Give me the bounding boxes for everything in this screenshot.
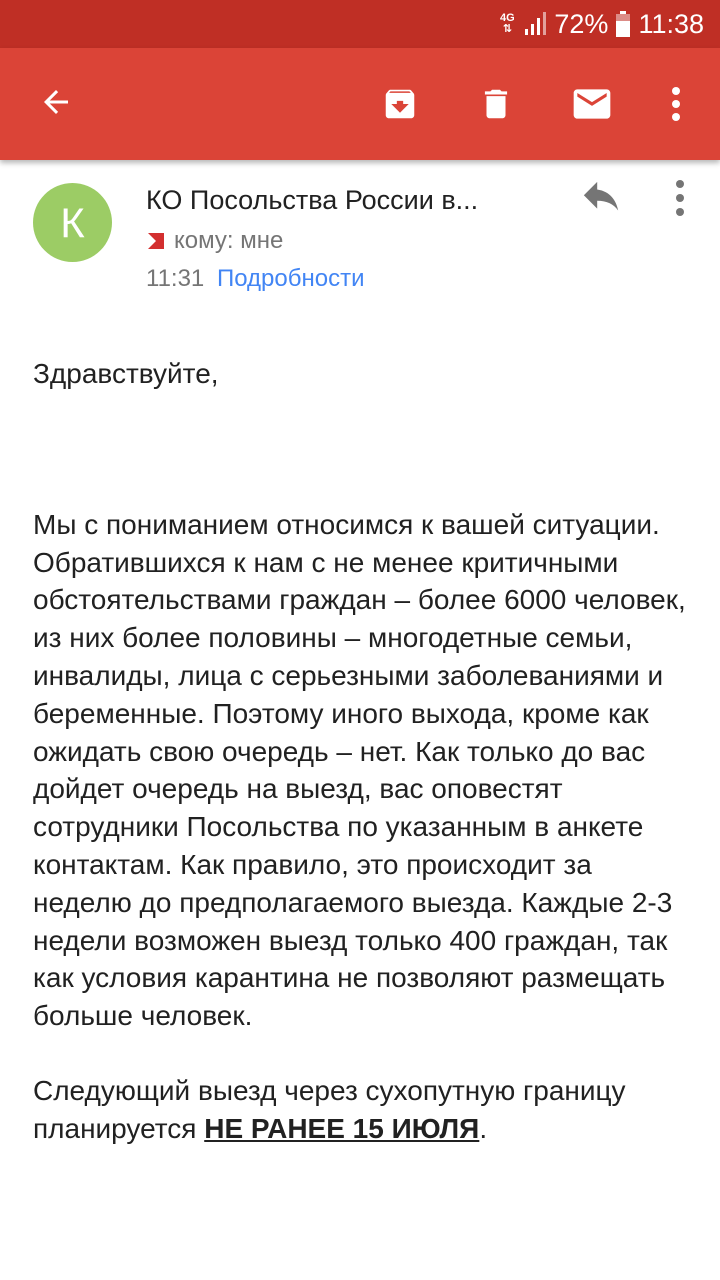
delete-icon: [477, 85, 515, 123]
details-link[interactable]: Подробности: [216, 265, 365, 292]
archive-button[interactable]: [374, 78, 426, 130]
time-line: [146, 265, 364, 293]
body-paragraph-final: [33, 1072, 693, 1148]
network-type: 4G ⇅: [500, 12, 515, 35]
status-bar: [0, 0, 720, 48]
mail-icon: [570, 82, 614, 126]
status-bar-indicators: [498, 0, 704, 48]
emphasized-date: НЕ РАНЕЕ 15 ИЮЛЯ: [204, 1112, 480, 1144]
app-bar: [0, 48, 720, 160]
email-body: [33, 355, 693, 1148]
signal-icon: [524, 12, 546, 36]
back-arrow-icon: [38, 84, 74, 120]
greeting: Здравствуйте,: [33, 358, 219, 389]
body-paragraph: Мы с пониманием относимся к вашей ситуации. Обратившихся к нам с не менее критичными обстоятельствами граждан – более 6000 человек, из них более половины – многодетные семьи, инвалиды, лица с серьезными заболеваниями и беременные. Поэтому иного выхода, кроме как ожидать свою очередь – нет. Как только до вас дойдет очередь на выезд, вас оповестят сотрудники Посольства по указанным в анкете контактам. Как правило, это происходит за неделю до предполагаемого выезда. Каждые 2-3 недели возможен выезд только 400 граждан, так как условия карантина не позволяют размещать больше человек.: [33, 508, 686, 1032]
back-button[interactable]: [30, 76, 82, 128]
more-vert-icon: [670, 86, 682, 122]
archive-icon: [381, 85, 419, 123]
status-time: 11:38: [638, 8, 704, 39]
sender-avatar[interactable]: К: [33, 183, 112, 262]
reply-button[interactable]: [578, 180, 624, 220]
recipient-line[interactable]: [146, 227, 283, 255]
recipient-label: кому: мне: [174, 227, 284, 254]
battery-percent: 72%: [554, 8, 609, 39]
reply-icon: [578, 180, 624, 220]
sender-name: КО Посольства России в...: [146, 185, 479, 215]
more-vert-icon: [666, 178, 694, 220]
overflow-menu-button[interactable]: [656, 78, 696, 130]
message-time: 11:31: [146, 265, 205, 292]
battery-icon: [616, 11, 630, 37]
mark-unread-button[interactable]: [566, 78, 618, 130]
message-more-button[interactable]: [666, 178, 694, 220]
paragraph-end: .: [479, 1112, 488, 1144]
paragraph-text: Следующий выезд через сухопутную границу планируется: [33, 1074, 626, 1144]
importance-marker-icon: [146, 231, 166, 251]
delete-button[interactable]: [470, 78, 522, 130]
